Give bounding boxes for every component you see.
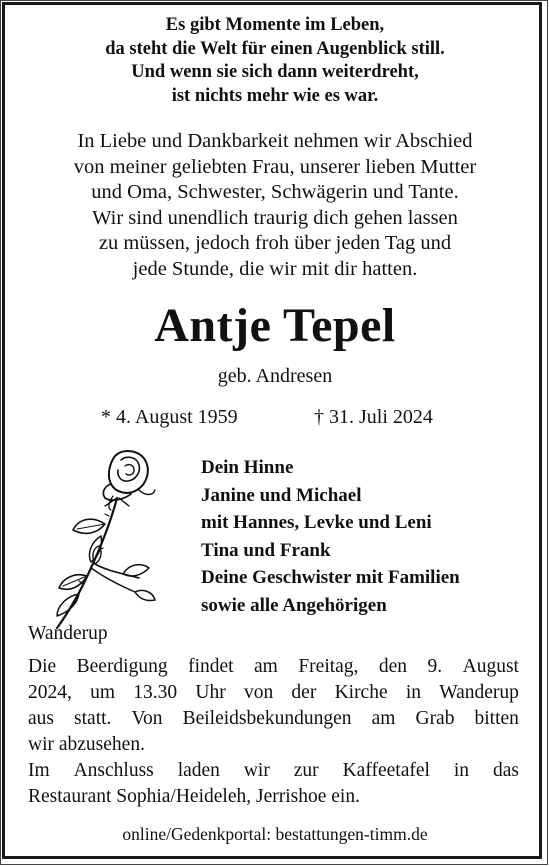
notice-word: findet [188, 656, 234, 677]
notice-word: aus [28, 708, 54, 729]
birth-name: geb. Andresen [217, 365, 333, 387]
birth-date: * 4. August 1959 [101, 406, 238, 428]
farewell-line: zu müssen, jedoch froh über jeden Tag und [98, 232, 452, 254]
mourner-line: Dein Hinne [201, 457, 294, 478]
notice-word: Von [131, 708, 163, 729]
deceased-name: Antje Tepel [154, 299, 396, 352]
funeral-notice [28, 654, 519, 810]
motto-verse [0, 14, 550, 108]
notice-word: Beileidsbekundungen [182, 708, 352, 729]
motto-line: Und wenn sie sich dann weiterdreht, [131, 62, 419, 82]
notice-word: am [371, 708, 396, 729]
notice-word: 13.30 [133, 682, 178, 703]
notice-line [28, 680, 519, 706]
notice-word: zur [293, 760, 319, 781]
notice-word: laden [177, 760, 220, 781]
notice-word: Anschluss [73, 760, 154, 781]
mourners-list [201, 454, 460, 619]
mourner-line: Tina und Frank [201, 539, 331, 561]
notice-word: das [492, 760, 519, 781]
notice-word: am [254, 656, 278, 677]
notice-word: 9. [427, 656, 443, 677]
motto-line: da steht die Welt für einen Augenblick still. [105, 38, 445, 59]
notice-word: den [378, 656, 408, 677]
rose-drawing-icon [35, 446, 160, 631]
notice-line [28, 784, 519, 810]
mourner-line: Janine und Michael [201, 484, 362, 506]
death-date: † 31. Juli 2024 [314, 406, 433, 428]
mourner-line: mit Hannes, Levke und Leni [201, 512, 432, 533]
notice-word: Uhr [195, 682, 226, 703]
farewell-line: jede Stunde, die wir mit dir hatten. [132, 257, 418, 280]
farewell-line: von meiner geliebten Frau, unserer lieben Mutter [73, 155, 477, 178]
notice-line [28, 654, 519, 680]
mourner-line: sowie alle Angehörigen [201, 594, 387, 616]
notice-word: Grab [415, 708, 455, 729]
notice-word: der [291, 682, 317, 703]
place-name: Wanderup [28, 623, 108, 644]
notice-word: Freitag, [298, 656, 359, 677]
notice-word: 2024, [28, 682, 72, 703]
notice-word: Restaurant Sophia/Heideleh, Jerrishoe ein. [28, 786, 360, 807]
motto-line: Es gibt Momente im Leben, [165, 15, 385, 35]
notice-word: August [462, 656, 519, 677]
notice-word: um [90, 682, 116, 703]
notice-word: Im [28, 760, 50, 781]
notice-word: statt. [74, 708, 112, 729]
farewell-text [0, 129, 550, 282]
farewell-line: In Liebe und Dankbarkeit nehmen wir Abschied [77, 130, 473, 152]
notice-line [28, 758, 519, 784]
notice-word: Beerdigung [76, 656, 168, 677]
memorial-portal-link[interactable]: online/Gedenkportal: bestattungen-timm.de [122, 824, 428, 844]
notice-word: wir abzusehen. [28, 734, 145, 755]
notice-word: Die [28, 656, 57, 677]
mourner-line: Deine Geschwister mit Familien [201, 567, 460, 588]
notice-word: in [453, 760, 470, 781]
notice-word: Kirche [334, 682, 388, 703]
notice-word: bitten [474, 708, 519, 729]
farewell-line: und Oma, Schwester, Schwägerin und Tante. [91, 181, 459, 203]
farewell-line: Wir sind unendlich traurig dich gehen lassen [92, 206, 458, 229]
notice-word: Wanderup [439, 682, 519, 703]
notice-line [28, 706, 519, 732]
notice-word: Kaffeetafel [342, 760, 430, 781]
notice-word: von [243, 682, 274, 703]
notice-word: in [405, 682, 422, 703]
notice-line [28, 732, 519, 758]
motto-line: ist nichts mehr wie es war. [171, 85, 379, 106]
notice-word: wir [243, 760, 270, 781]
